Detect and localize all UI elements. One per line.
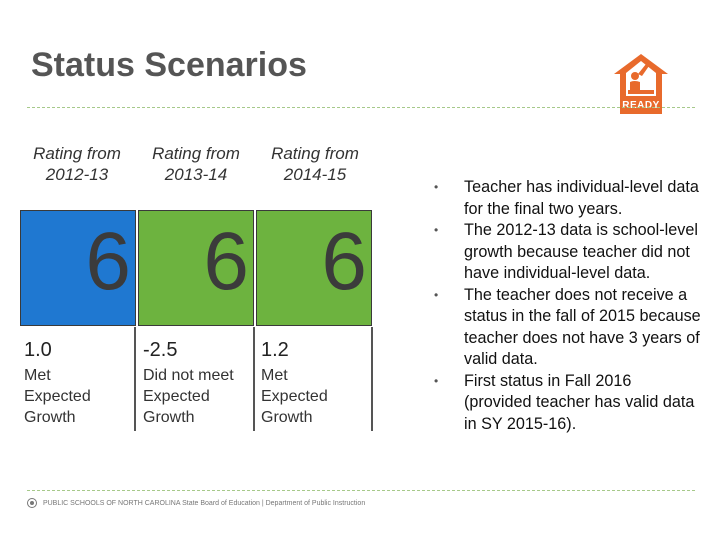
- column-heading-line1: Rating from: [271, 144, 359, 163]
- nc-seal-icon: [27, 498, 37, 508]
- column-heading-2012-13: [22, 143, 132, 185]
- footer: [27, 497, 387, 511]
- column-heading-2013-14: [141, 143, 251, 185]
- footer-text: PUBLIC SCHOOLS OF NORTH CAROLINA State Board of Education | Department of Public Instruction: [42, 500, 366, 507]
- growth-status: Did not meet Expected Growth: [143, 367, 234, 426]
- ready-house-icon: [612, 52, 670, 98]
- explanation-list: [430, 177, 702, 435]
- rating-number: 6: [203, 216, 249, 307]
- growth-value: -2.5: [143, 339, 178, 361]
- rating-number: 6: [85, 216, 131, 307]
- column-heading-line2: 2012-13: [45, 165, 109, 184]
- bullet-icon: •: [434, 373, 439, 388]
- column-heading-line1: Rating from: [152, 144, 240, 163]
- growth-cell-2014-15: [255, 327, 373, 431]
- growth-status: Met Expected Growth: [24, 367, 91, 426]
- column-heading-line2: 2013-14: [164, 165, 228, 184]
- growth-value: 1.2: [261, 339, 289, 361]
- top-divider: [27, 107, 695, 108]
- growth-value: 1.0: [24, 339, 52, 361]
- rating-number: 6: [321, 216, 367, 307]
- page-title: Status Scenarios: [31, 46, 307, 84]
- growth-cell-2013-14: [137, 327, 255, 431]
- list-item: • Teacher has individual-level data for the final two years.: [434, 178, 699, 218]
- rating-box-2013-14: [138, 210, 254, 326]
- list-item: • The 2012-13 data is school-level growth because teacher did not have individual-level data.: [434, 221, 698, 282]
- bullet-icon: •: [434, 180, 439, 194]
- rating-box-2012-13: [20, 210, 136, 326]
- list-item: • First status in Fall 2016 (provided teacher has valid data in SY 2015-16).: [434, 371, 695, 433]
- column-heading-2014-15: [260, 143, 370, 185]
- bullet-icon: •: [434, 223, 439, 237]
- column-heading-line1: Rating from: [33, 144, 121, 163]
- ready-logo-word: READY: [620, 98, 662, 114]
- bottom-divider: [27, 490, 695, 491]
- growth-cell-2012-13: [18, 327, 136, 431]
- rating-box-2014-15: [256, 210, 372, 326]
- bullet-icon: •: [434, 287, 439, 302]
- list-item: • The teacher does not receive a status in the fall of 2015 because teacher does not have 3 years of valid data.: [434, 285, 701, 368]
- column-heading-line2: 2014-15: [283, 165, 347, 184]
- growth-status: Met Expected Growth: [261, 367, 328, 426]
